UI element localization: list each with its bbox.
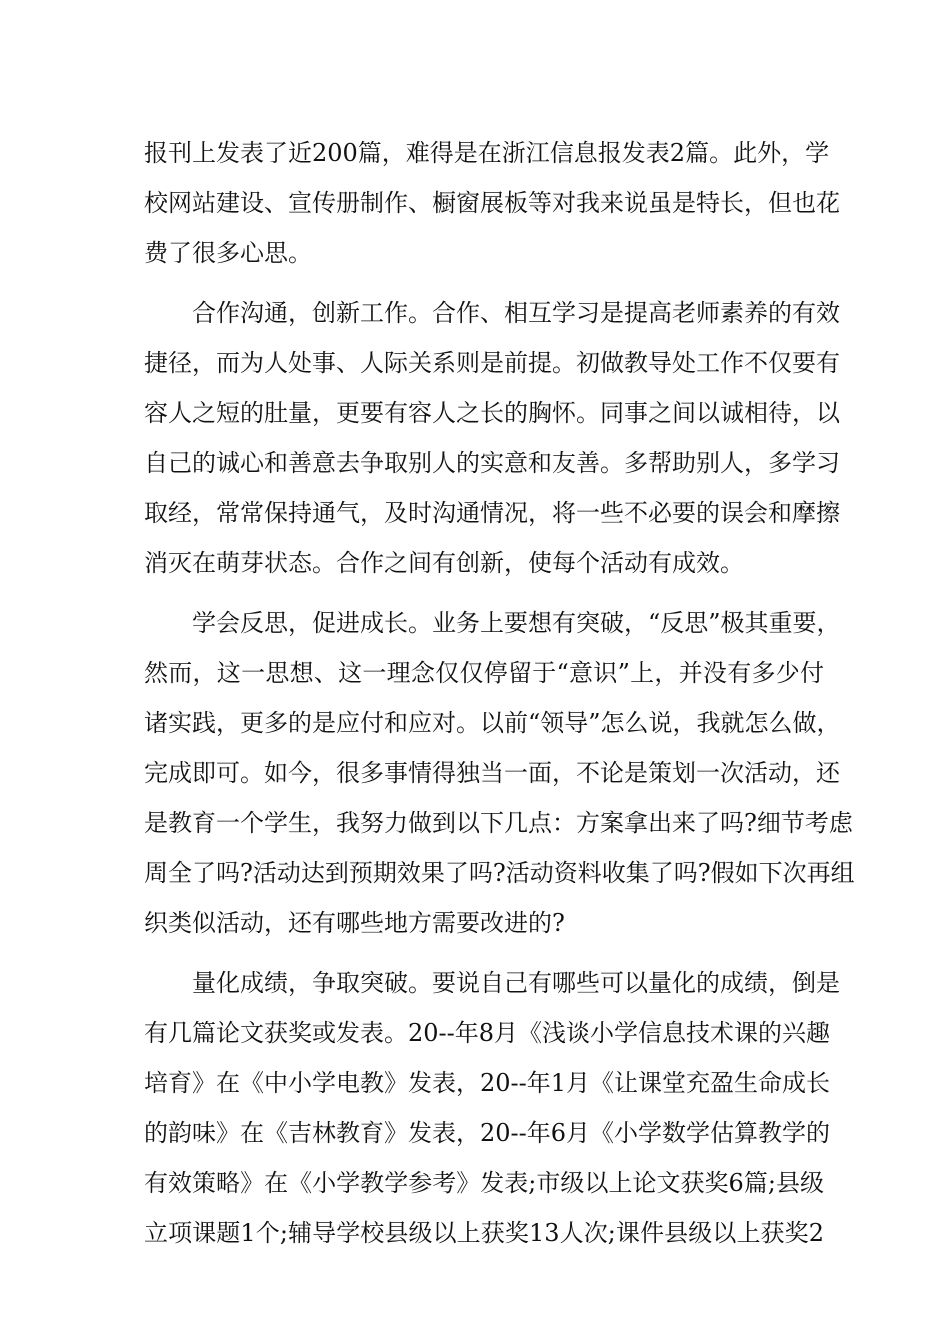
text-line: 有几篇论文获奖或发表。20--年8月《浅谈小学信息技术课的兴趣 — [144, 1019, 831, 1047]
text-line: 有效策略》在《小学教学参考》发表;市级以上论文获奖6篇;县级 — [144, 1169, 824, 1197]
paragraph-2 — [144, 288, 840, 588]
text-line: 校网站建设、宣传册制作、橱窗展板等对我来说虽是特长，但也花 — [144, 189, 840, 217]
text-line: 培育》在《中小学电教》发表，20--年1月《让课堂充盈生命成长 — [144, 1069, 831, 1097]
text-line: 然而，这一思想、这一理念仅仅停留于“意识”上，并没有多少付 — [144, 659, 824, 687]
text-line: 学会反思，促进成长。业务上要想有突破，“反思”极其重要， — [192, 609, 841, 637]
text-line: 报刊上发表了近200篇，难得是在浙江信息报发表2篇。此外，学 — [144, 139, 830, 167]
text-line: 是教育一个学生，我努力做到以下几点：方案拿出来了吗?细节考虑 — [144, 809, 853, 837]
paragraph-1 — [144, 128, 840, 278]
paragraph-3 — [144, 598, 855, 948]
text-line: 的韵味》在《吉林教育》发表，20--年6月《小学数学估算教学的 — [144, 1119, 831, 1147]
text-line: 费了很多心思。 — [144, 239, 312, 267]
text-line: 自己的诚心和善意去争取别人的实意和友善。多帮助别人，多学习 — [144, 449, 840, 477]
paragraph-4 — [144, 958, 840, 1258]
text-line: 量化成绩，争取突破。要说自己有哪些可以量化的成绩，倒是 — [192, 969, 840, 997]
text-line: 完成即可。如今，很多事情得独当一面，不论是策划一次活动，还 — [144, 759, 840, 787]
text-line: 取经，常常保持通气，及时沟通情况，将一些不必要的误会和摩擦 — [144, 499, 840, 527]
text-line: 捷径，而为人处事、人际关系则是前提。初做教导处工作不仅要有 — [144, 349, 840, 377]
text-line: 立项课题1个;辅导学校县级以上获奖13人次;课件县级以上获奖2 — [144, 1219, 824, 1247]
text-line: 容人之短的肚量，更要有容人之长的胸怀。同事之间以诚相待，以 — [144, 399, 840, 427]
text-line: 合作沟通，创新工作。合作、相互学习是提高老师素养的有效 — [192, 299, 840, 327]
text-line: 消灭在萌芽状态。合作之间有创新，使每个活动有成效。 — [144, 549, 744, 577]
text-line: 诸实践，更多的是应付和应对。以前“领导”怎么说，我就怎么做， — [144, 709, 841, 737]
body-text — [144, 128, 855, 1258]
text-line: 织类似活动，还有哪些地方需要改进的? — [144, 909, 565, 937]
text-line: 周全了吗?活动达到预期效果了吗?活动资料收集了吗?假如下次再组 — [144, 859, 855, 887]
